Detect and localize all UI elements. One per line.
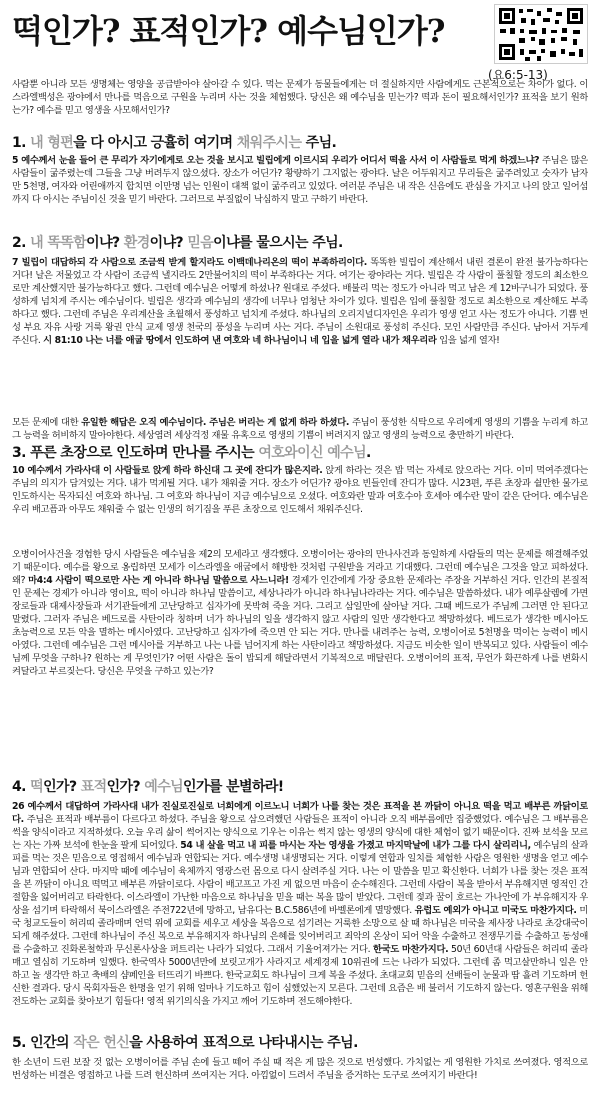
highlight-jesus: 예수님: [144, 779, 184, 795]
intro-paragraph: 사람뿐 아니라 모든 생명체는 영양을 공급받아야 살아갈 수 있다. 먹는 문제가 동물들에게는 더 절실하지만 사람에게도 근본적으로는 차이가 없다. 이스라엘백성은 광야에서 만나를 먹음으로 구원을 누리며 사는 것을 체험했다. 당신은 왜 예수님을 믿는가? 떡과 돈이 필요해서인가? 표적을 보기 원하는가? 예수를 믿고 영생을 사모해서인가?: [12, 79, 588, 116]
highlight-environment: 환경: [123, 235, 150, 251]
verse-john-6-10: 10 예수께서 가라사대 이 사람들로 앉게 하라 하신대 그 곳에 잔디가 많은지라.: [12, 465, 323, 476]
header: [0, 0, 600, 62]
interlude-paragraph: 모든 문제에 대한 유일한 해답은 오직 예수님이다. 주님은 버리는 게 없게 하라 하셨다. 주님이 풍성한 식탁으로 우리에게 영생의 기쁨을 누리게 하고 그 능력을 허비하지 말아야한다. 세상염려 세상걱정 재물 유혹으로 영생의 기쁨이 버려지지 않고 영생의 능력으로 충만하기 바란다.: [12, 417, 588, 441]
section-4-text: 26 예수께서 대답하여 가라사대 내가 진실로진실로 너희에게 이르노니 너희가 나를 찾는 것은 표적을 본 까닭이 아니요 떡을 먹고 배부른 까닭이로다. 주님은 표적과 배부름이 다르다고 하셨다. 주님을 왕으로 삼으려했던 사람들은 표적이 아니라 오직 배부름에만 집중했었다. 예수님은 그 배부름은 썩을 양식이라고 지적하셨다. 오늘 우리 삶이 썩어지는 양식으로 기우는 이유는 썩지 않는 영생의 양식에 대한 체험이 없기 때문이다. 진짜 보석을 모르는 자는 가짜 보석에 한눈을 팔게 되어있다. 54 내 살을 먹고 내 피를 마시는 자는 영생을 가졌고 마지막날에 내가 그를 다시 살리리니, 예수님의 살과 피를 먹는 것은 믿음으로 영접해서 예수님과 연합되는 거다. 예수생명 내생명되는 거다. 이렇게 연합과 일치를 체험한 사람은 영원한 생명을 얻고 예수님과 연합되어 산다. 마지막 때에 예수님이 육체까지 영광스런 몸으로 다시 살려주실 거다. 나는 이 말씀을 믿고 확신한다. 너희가 나를 찾는 것은 표적을 본 까닭이 아니요 떡먹고 배부른 까닭이로다. 사람이 배고프고 가진 게 없으면 마음이 순수해진다. 그런데 사람이 복을 받아서 부유해지면 영적인 간절함을 잃어버리고 타락한다. 이스라엘이 가난한 마음으로 하나님을 믿을 때는 복을 많이 받았다. 그런데 젖과 꿀이 흐르는 가나안에 가 부유해지자 우상을 섬기며 타락해서 북이스라엘은 주전722년에 망하고, 남유다는 B.C.586년에 바벨론에게 멸망했다. 유럽도 예외가 아니고 미국도 마찬가지다. 미국 청교도들이 허리띠 졸라매며 언덕 위에 교회를 세우고 세상을 복음으로 섬기려는 거룩한 소망으로 살 때 하나님은 미국을 제사장 나라로 초강대국이 되게 해주셨다. 그런데 하나님이 주신 복으로 부유해지자 하나님의 은혜를 잊어버리고 죄악의 온상이 되어 악을 수출하고 전쟁무기를 수출하고 동성애를 수출하고 진화론철학과 무신론사상을 퍼트리는 나라가 되었다. 그래서 기울어져가는 거다. 한국도 마찬가지다. 50년 60년대 사람들은 허리띠 졸라매고 열심히 기도하며 일했다. 한국역사 5000년만에 보릿고개가 사라지고 세계경제 10위권에 드는 나라가 되었다. 그런데 좀 먹고살만하니 일은 안 하고 놀 생각만 하고 축배의 샴페인을 터뜨리기 바쁘다. 한국교회도 하나님이 크게 복을 주셨다. 초대교회 믿음의 선배들이 눈물과 땀 흘려 기도하며 헌신한 결과다. 당시 목회자들은 한명을 얻기 위해 얼마나 기도하고 힘이 심했었는지 모른다. 그런데 요즘은 배 불러서 기도하지 않는다. 영혼구원을 위해 전도하는 교회를 찾아보기 힘들다! 영적 위기의식을 가지고 깨어 기도하며 전도해야한다.: [12, 801, 588, 1007]
section-3-heading: 3. 푸른 초장으로 인도하며 만나를 주시는 여호와이신 예수님.: [12, 445, 371, 461]
verse-john-6-54: 54 내 살을 먹고 내 피를 마시는 자는 영생을 가졌고 마지막날에 내가 그를 다시 살리리니,: [180, 840, 531, 851]
qr-code-icon[interactable]: [494, 4, 588, 64]
verse-john-6-5: 5 예수께서 눈을 들어 큰 무리가 자기에게로 오는 것을 보시고 빌립에게 이르시되 우리가 어디서 떡을 사서 이 사람들로 먹게 하겠느냐?: [12, 155, 540, 166]
highlight-bread: 떡: [30, 779, 44, 795]
highlight-sign: 표적: [80, 779, 107, 795]
verse-john-6-26: 26 예수께서 대답하여 가라사대 내가 진실로진실로 너희에게 이르노니 너희가 나를 찾는 것은 표적을 본 까닭이 아니요 떡을 먹고 배부른 까닭이로다.: [12, 801, 588, 825]
section-2-text: 7 빌립이 대답하되 각 사람으로 조금씩 받게 할지라도 이백데나리온의 떡이 부족하리이다. 똑똑한 빌립이 계산해서 내린 결론이 완전 불가능하다는 거다! 날은 저물었고 각 사람이 조금씩 낼지라도 2만불어치의 떡이 부족하다는 거다. 여기는 광야라는 거다. 빌립은 각 사람이 풀칠할 정도의 최소한으로만 계산했지만 불가능하다고 했다. 그런데 예수님은 어떻게 하셨나? 원대로 주셨다. 배불리 먹는 정도가 아니라 먹고 남은 게 12바구니가 되었다. 풍성하게 넘치게 주시는 예수님이다. 빌립은 생각과 예수님의 생각에 너무나 엄청난 차이가 있다. 빌립은 입에 풀칠할 정도로 최소한으로 계산해도 부족하다고 했다. 그런데 주님은 우리계산을 초월해서 풍성하고 넘치게 주셨다. 하나님의 오리지널디자인은 우리가 영생 얻고 사는 정도가 아니다. 기쁨 번성 부요 자유 사랑 거룩 왕권 안식 교제 영생 천국의 풍성을 누리며 사는 거다. 주님이 소원대로 풍성히 주신다. 모인 사람만큼 주신다. 남아서 거두게 주신다. 시 81:10 나는 너를 애굽 땅에서 인도하여 낸 여호와 네 하나님이니 네 입을 넓게 열라 내가 채우리라 입을 넓게 열자!: [12, 257, 588, 346]
section-4-heading: 4. 떡인가? 표적인가? 예수님인가를 분별하라!: [12, 779, 284, 795]
highlight-jehovah-jesus: 여호와이신 예수님: [258, 445, 366, 461]
section-5-heading: 5. 인간의 작은 헌신을 사용하여 표적으로 나타내시는 주님.: [12, 1035, 358, 1051]
scripture-reference: (요6:5-13): [488, 68, 548, 82]
verse-matthew-4-4: 마4:4 사람이 떡으로만 사는 게 아니라 하나님 말씀으로 사느니라!: [28, 575, 289, 586]
highlight-small-devotion: 작은 헌신: [73, 1035, 130, 1051]
section-1-heading: 1. 내 형편을 다 아시고 긍휼히 여기며 채워주시는 주님.: [12, 135, 337, 151]
verse-john-6-7: 7 빌립이 대답하되 각 사람으로 조금씩 받게 할지라도 이백데나리온의 떡이 부족하리이다.: [12, 257, 367, 268]
section-3-text: 10 예수께서 가라사대 이 사람들로 앉게 하라 하신대 그 곳에 잔디가 많은지라. 앉게 하라는 것은 밥 먹는 자세로 앉으라는 거다. 이미 먹여주겠다는 주님의 의지가 담겨있는 거다. 내가 먹게될 거다. 내가 채워줄 거다. 장소가 어딘가? 광야요 빈들인데 잔디가 많다. 시23편, 푸른 초장과 쉴만한 물가로 인도하시는 목자되신 여호와 하나님. 그 여호와 하나님이 지금 예수님으로 오셨다. 여호와란 말과 여호수아 호세아 예수란 말이 같은 단어다. 예수님은 우리 배고픔과 아무도 채워줄 수 없는 인생의 허기짐을 푸른 초장으로 인도해서 채워주신다.: [12, 465, 588, 515]
highlight-filling: 채워주시는: [236, 135, 302, 151]
section-5-text: 한 소년이 드린 보잘 것 없는 오병이어를 주님 손에 들고 떼어 주실 때 적은 게 많은 것으로 번성했다. 가치없는 게 영원한 가치로 쓰여졌다. 영적으로 번성하는 비결은 영접하고 나를 드려 헌신하며 쓰여지는 거다. 아낌없이 드려서 주님을 증거하는 도구로 쓰여지기 바란다!: [12, 1057, 588, 1081]
highlight-faith: 믿음: [187, 235, 214, 251]
verse-psalm-81-10: 시 81:10 나는 너를 애굽 땅에서 인도하여 낸 여호와 네 하나님이니 네 입을 넓게 열라 내가 채우리라: [43, 335, 437, 346]
highlight-smartness: 내 똑똑함: [30, 235, 87, 251]
section-2-heading: 2. 내 똑똑함이냐? 환경이냐? 믿음이냐를 물으시는 주님.: [12, 235, 343, 251]
page-title: 떡인가? 표적인가? 예수님인가?: [12, 12, 445, 50]
section-3-text-2: 오병이어사건을 경험한 당시 사람들은 예수님을 제2의 모세라고 생각했다. 오병이어는 광야의 만나사건과 동일하게 사람들의 먹는 문제를 해결해주었기 때문이다. 예수를 왕으로 옹립하면 모세가 이스라엘을 애굽에서 해방한 것처럼 구원받을 거라고 기대했다. 그런데 예수님은 그것을 알고 피하셨다. 왜? 마4:4 사람이 떡으로만 사는 게 아니라 하나님 말씀으로 사느니라! 경제가 인간에게 가장 중요한 문제라는 주장을 거부하신 거다. 인간의 본질적인 문제는 경제가 아니라 영이요, 떡이 아니라 하나님 말씀이고, 세상나라가 아니라 하나님나라라는 거다. 예수님은 말씀하셨다. 내가 예루살렘에 가면 장로들과 대제사장들과 서기관들에게 고난당하고 십자가에 못박혀 죽을 거다. 그리고 삼일만에 살아날 거다. 그때 베드로가 주님께 그러면 안 된다고 말렸다. 그러자 주님은 베드로를 사탄이라 칭하며 너가 하나님의 일을 생각하지 않고 사람의 일만 생각한다고 책망하셨다. 베드로가 생각한 메시아도 초능력으로 모든 악을 멸하는 메시아였다. 고난당하고 십자가에 죽으면 안 되는 거다. 만나를 내려주는 능력, 오병이어로 5천명을 먹이는 능력이 메시아였다. 그런데 예수님은 그런 메시아를 거부하고 나는 나를 넘어지게 하는 사탄이라고 책망하셨다. 지금도 비슷한 일이 반복되고 있다. 사람들이 예수님께 무엇을 구하나? 원하는 게 무엇인가? 어떤 사람은 돌이 밥되게 해달라면서 기복적으로 매달린다. 오병이어의 표적, 무언가 화끈하게 나를 변화시켜달라고 부르짖는다. 당신은 무엇을 구하고 있는가?: [12, 549, 588, 677]
section-1-text: 5 예수께서 눈을 들어 큰 무리가 자기에게로 오는 것을 보시고 빌립에게 이르시되 우리가 어디서 떡을 사서 이 사람들로 먹게 하겠느냐? 주님은 많은 사람들이 굶주렸는데 그들을 그냥 버려두지 않으셨다. 장소가 어딘가? 황량하기 그지없는 광야다. 날은 어두워지고 무리들은 굶주려있고 숫자가 남자만 5천명, 여자와 어린애까지 합치면 이만명 넘는 인원이 대책 없이 굶주리고 있었다. 여러분 주님은 내 작은 신음에도 관심을 가지고 나의 앉고 일어섬까지 다 아시는 주님이신 것을 믿기 바란다. 그러므로 부질없이 낙심하지 말고 구하기 바란다.: [12, 155, 588, 205]
highlight-my-situation: 내 형편: [30, 135, 74, 151]
